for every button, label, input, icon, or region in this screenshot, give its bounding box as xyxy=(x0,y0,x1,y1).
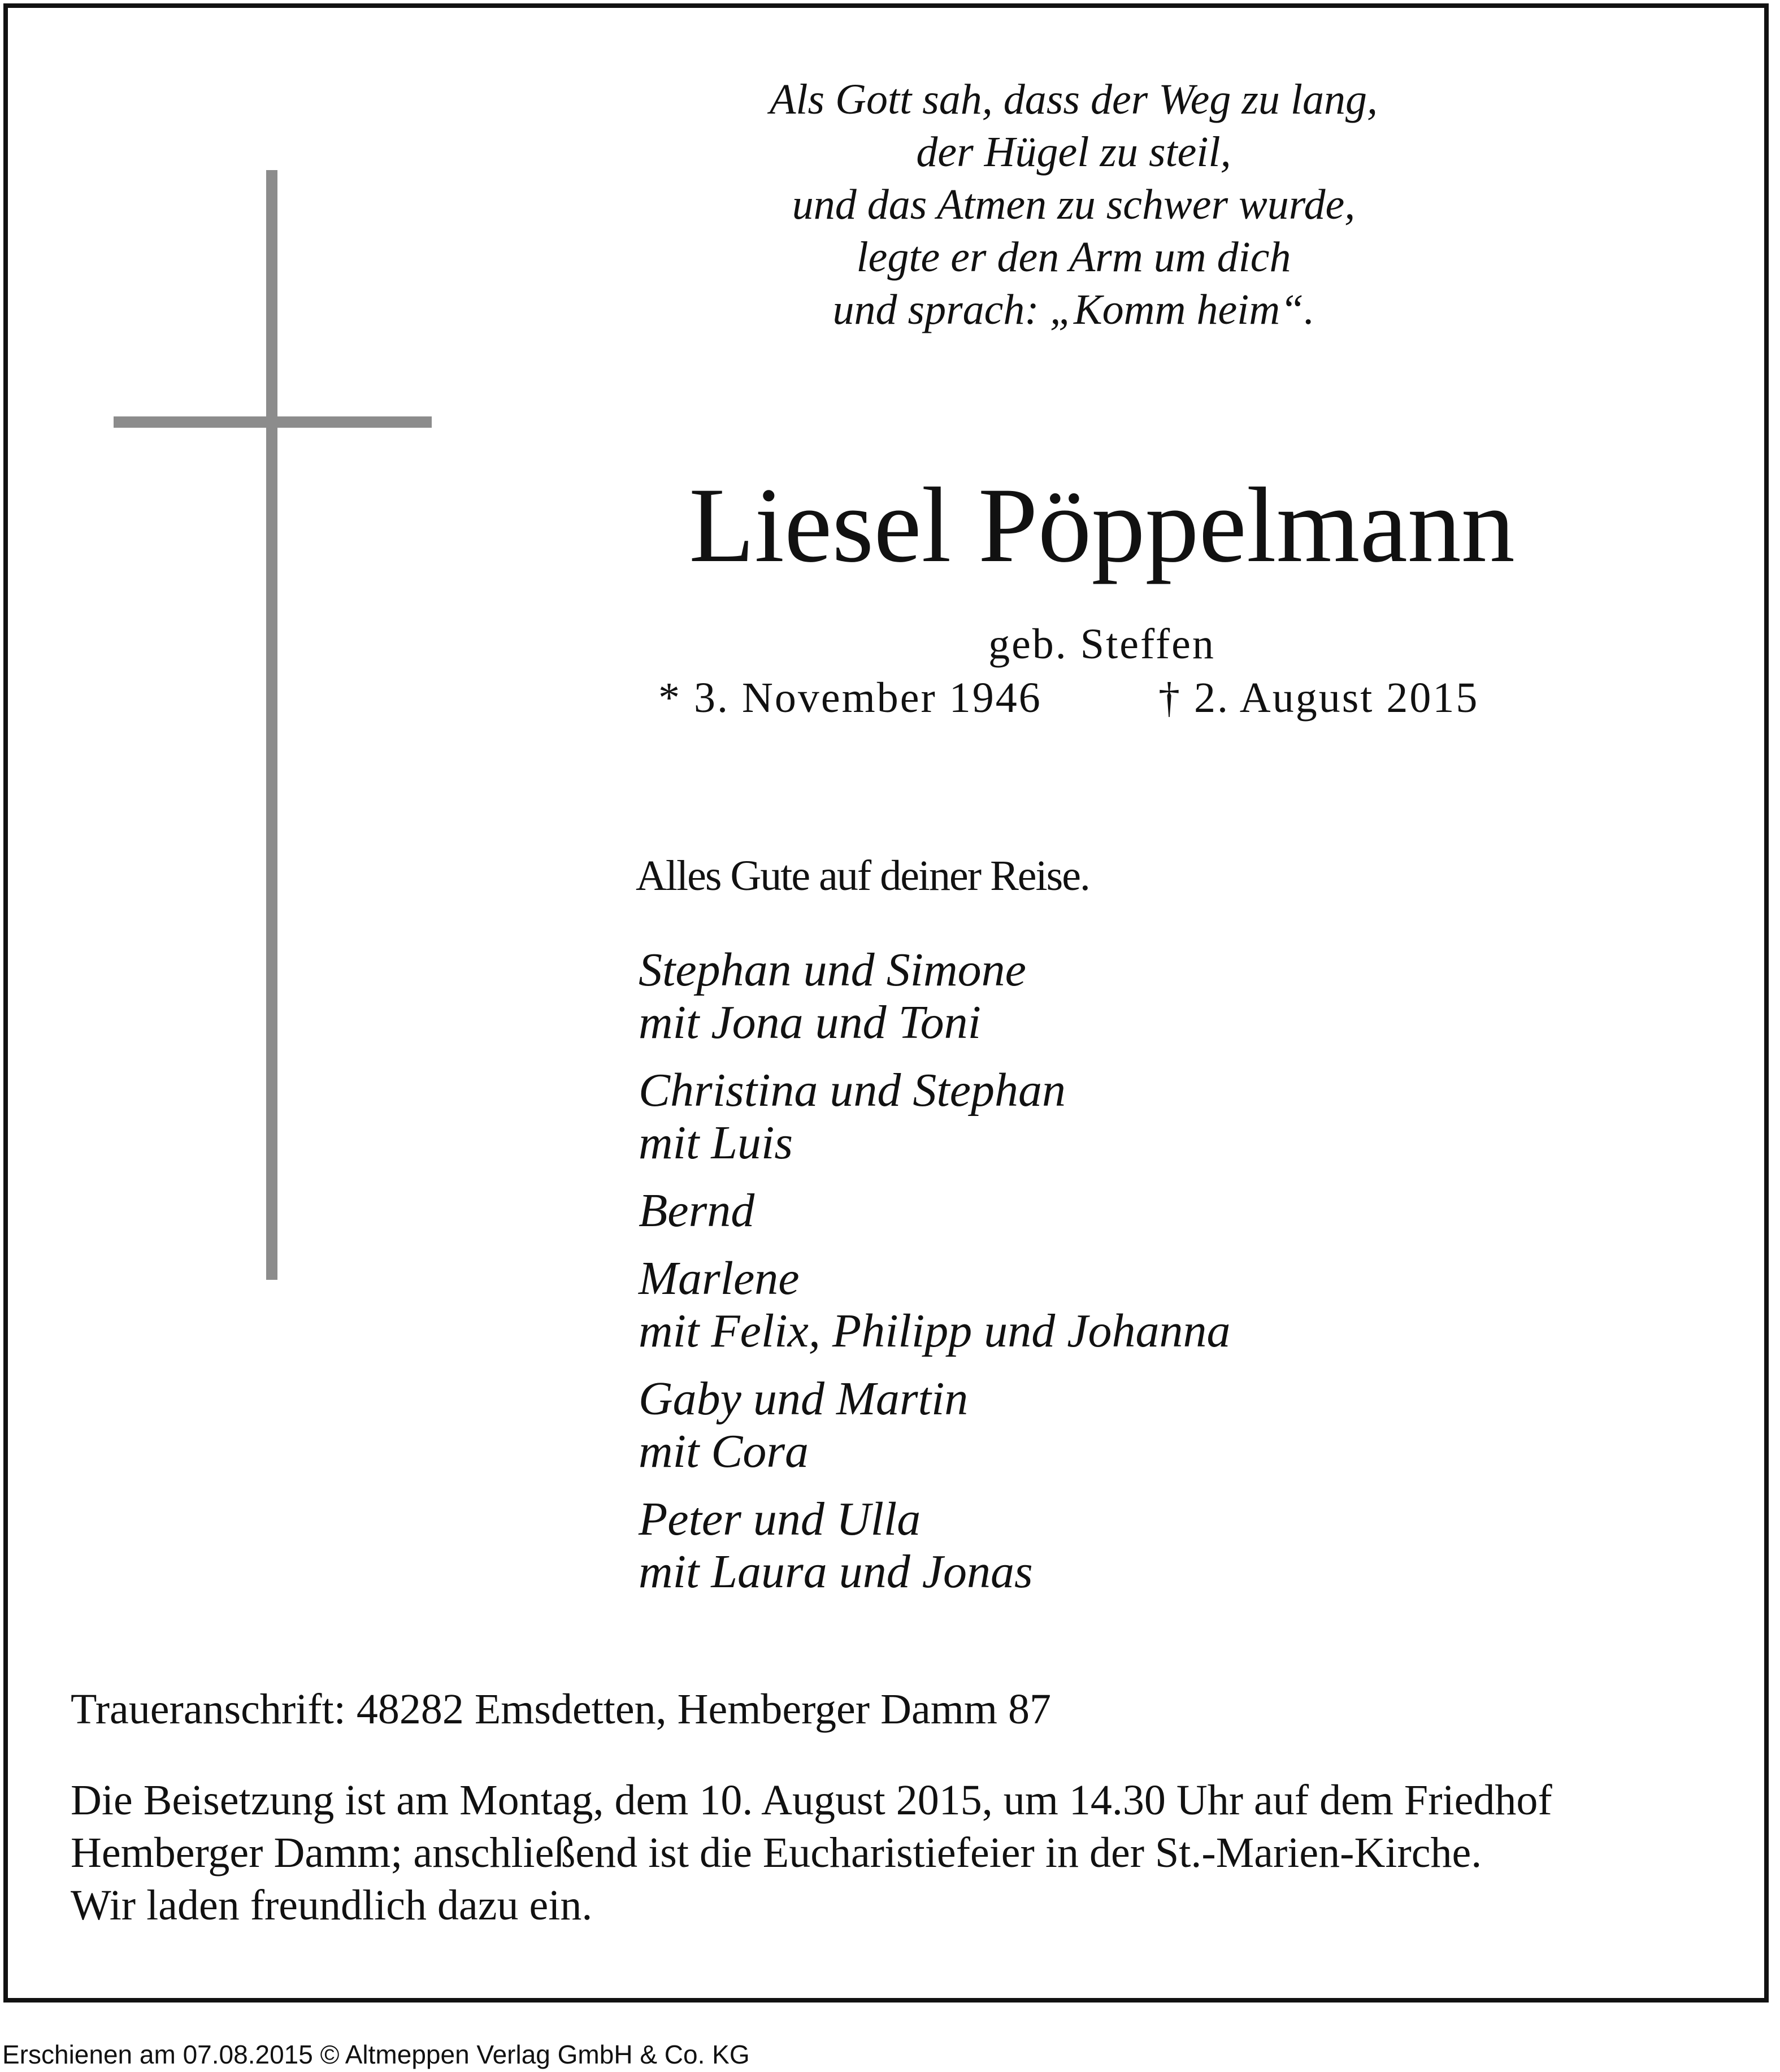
mourner-group xyxy=(639,1252,1231,1357)
mourner-group xyxy=(639,1493,1231,1598)
mourner-line: Stephan und Simone xyxy=(639,944,1026,996)
mourners-list xyxy=(639,944,1231,1613)
cross-horizontal-bar xyxy=(114,416,432,428)
funeral-line: Hemberger Damm; anschließend ist die Eucharistiefeier in der St.-Marien-Kirche. xyxy=(71,1829,1482,1876)
mourner-group xyxy=(639,1372,1231,1478)
poem-line: und sprach: „Komm heim“. xyxy=(832,286,1315,333)
mourner-line: mit Luis xyxy=(639,1117,793,1169)
mourner-group xyxy=(639,1184,1231,1237)
birth-date: * 3. November 1946 xyxy=(658,674,1042,722)
mourner-line: mit Jona und Toni xyxy=(639,996,981,1049)
funeral-line: Wir laden freundlich dazu ein. xyxy=(71,1882,593,1929)
funeral-line: Die Beisetzung ist am Montag, dem 10. August 2015, um 14.30 Uhr auf dem Friedhof xyxy=(71,1776,1552,1824)
poem-line: legte er den Arm um dich xyxy=(856,233,1291,281)
mourning-address: Traueranschrift: 48282 Emsdetten, Hemberger Damm 87 xyxy=(71,1686,1051,1733)
mourner-line: Marlene xyxy=(639,1252,800,1305)
mourner-line: Peter und Ulla xyxy=(639,1493,921,1545)
mourner-group xyxy=(639,1064,1231,1169)
cross-vertical-bar xyxy=(266,170,277,1280)
mourner-line: Bernd xyxy=(639,1184,755,1237)
mourner-line: mit Felix, Philipp und Johanna xyxy=(639,1305,1231,1357)
birth-name: geb. Steffen xyxy=(988,620,1215,668)
death-date: † 2. August 2015 xyxy=(1158,674,1479,722)
poem-line: und das Atmen zu schwer wurde, xyxy=(792,181,1356,228)
mourner-group xyxy=(639,944,1231,1049)
poem xyxy=(650,73,1497,336)
mourner-line: Gaby und Martin xyxy=(639,1372,969,1425)
funeral-details xyxy=(71,1774,1552,1932)
deceased-name: Liesel Pöppelmann xyxy=(689,466,1515,585)
mourner-line: mit Laura und Jonas xyxy=(639,1545,1033,1598)
poem-line: der Hügel zu steil, xyxy=(916,128,1231,176)
poem-line: Als Gott sah, dass der Weg zu lang, xyxy=(769,76,1378,123)
mourner-line: mit Cora xyxy=(639,1425,809,1478)
publication-footer: Erschienen am 07.08.2015 © Altmeppen Verlag GmbH & Co. KG xyxy=(2,2040,750,2069)
farewell-text: Alles Gute auf deiner Reise. xyxy=(636,852,1089,900)
mourner-line: Christina und Stephan xyxy=(639,1064,1066,1117)
